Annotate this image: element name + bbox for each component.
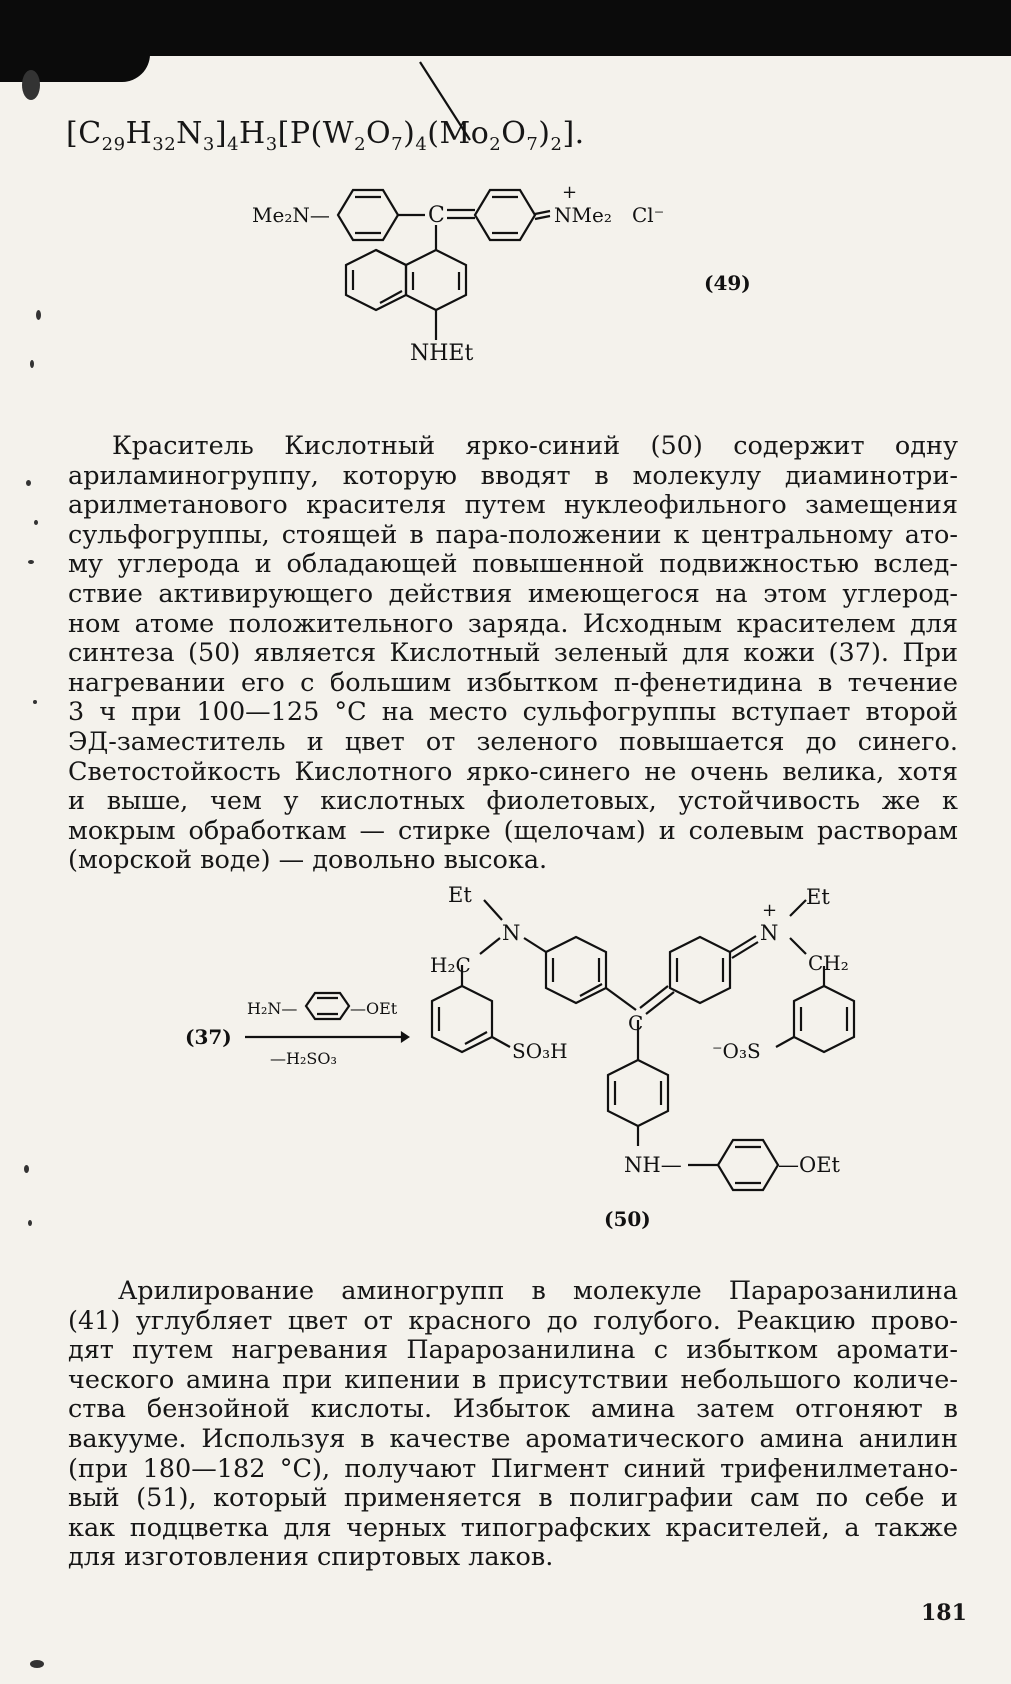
text-line: ариламиногруппу, которую вводят в молекулу диаминотри- xyxy=(68,460,958,491)
label-et-left: Et xyxy=(448,883,472,907)
group-me2n: Me₂N— xyxy=(252,203,330,227)
counter-ion: Cl⁻ xyxy=(632,203,665,227)
label-et-right: Et xyxy=(806,885,830,909)
molecular-formula: $[C_{29}H_{32}N_3]_4H_3[P(W_2O_7)_4(Mo_2O_7)_2]$. xyxy=(66,116,585,155)
label-o3s-minus: ⁻O₃S xyxy=(712,1039,761,1063)
central-carbon: C xyxy=(428,203,445,228)
byproduct-h2so3: —H₂SO₃ xyxy=(270,1049,337,1068)
text-line: нагревании его с большим избытком п-фенетидина в течение xyxy=(68,667,958,698)
text-line: для изготовления спиртовых лаков. xyxy=(68,1542,554,1573)
scan-speck xyxy=(28,560,34,564)
compound-label-50: (50) xyxy=(604,1207,651,1231)
text-line: ном атоме положительного заряда. Исходным красителем для xyxy=(68,608,958,639)
text-line: ческого амина при кипении в присутствии небольшого количе- xyxy=(68,1364,958,1395)
label-ch2-right: CH₂ xyxy=(808,951,849,975)
reagent-h2n: H₂N— xyxy=(247,999,298,1018)
label-n-left: N xyxy=(502,921,521,945)
text-line: (41) углубляет цвет от красного до голубого. Реакцию прово- xyxy=(68,1305,958,1336)
scan-speck xyxy=(33,700,37,704)
label-h2c: H₂C xyxy=(430,953,471,977)
label-so3h: SO₃H xyxy=(512,1039,568,1063)
scan-speck xyxy=(36,310,41,320)
text-line: ЭД-заместитель и цвет от зеленого повышается до синего. xyxy=(68,726,958,757)
scan-speck xyxy=(34,520,38,525)
group-nme2: NMe₂ xyxy=(554,203,612,227)
paragraph-2 xyxy=(68,1277,958,1573)
reactant-label-37: (37) xyxy=(185,1025,232,1049)
scan-speck xyxy=(24,1165,29,1173)
text-line: как подцветка для черных типографских красителей, а также xyxy=(68,1512,958,1543)
text-line: му углерода и обладающей повышенной подвижностью вслед- xyxy=(68,549,958,580)
group-nhet: NHEt xyxy=(410,341,474,366)
text-line: 3 ч при 100—125 °С на место сульфогруппы вступает второй xyxy=(68,697,958,728)
text-line: арилметанового красителя путем нуклеофильного замещения xyxy=(68,490,958,521)
text-line: дят путем нагревания Парарозанилина с избытком аромати- xyxy=(68,1335,958,1366)
page-number: 181 xyxy=(921,1600,967,1626)
text-line: синтеза (50) является Кислотный зеленый для кожи (37). При xyxy=(68,638,958,669)
text-line: вакууме. Используя в качестве ароматического амина анилин xyxy=(68,1423,958,1454)
scan-speck xyxy=(30,360,34,368)
text-line: Арилирование аминогрупп в молекуле Парарозанилина xyxy=(118,1276,958,1306)
structure-50 xyxy=(0,880,1011,1240)
text-line: мокрым обработкам — стирке (щелочам) и солевым растворам xyxy=(68,815,958,846)
compound-label-49: (49) xyxy=(704,271,751,295)
text-line: (при 180—182 °С), получают Пигмент синий трифенилметано- xyxy=(68,1453,958,1484)
text-line: (морской воде) — довольно высока. xyxy=(68,845,548,876)
text-line: сульфогруппы, стоящей в пара-положении к центральному ато- xyxy=(68,519,958,550)
scan-speck xyxy=(28,1220,32,1226)
positive-charge: + xyxy=(562,182,578,203)
label-nh: NH— xyxy=(624,1153,682,1177)
text-line: ствие активирующего действия имеющегося на этом углерод- xyxy=(68,578,958,609)
label-n-right: N xyxy=(760,921,779,945)
text-line: и выше, чем у кислотных фиолетовых, устойчивость же к xyxy=(68,786,958,817)
text-line: Светостойкость Кислотного ярко-синего не очень велика, хотя xyxy=(68,756,958,787)
label-oet: —OEt xyxy=(778,1153,840,1177)
structure-49 xyxy=(0,60,1011,390)
reagent-oet: —OEt xyxy=(350,999,398,1018)
text-line: Краситель Кислотный ярко-синий (50) содержит одну xyxy=(112,431,958,461)
positive-charge-50: + xyxy=(762,900,778,921)
scan-speck xyxy=(22,70,40,100)
scan-speck xyxy=(26,480,31,486)
scan-dark-border xyxy=(0,0,1011,56)
scan-speck xyxy=(30,1660,44,1668)
central-carbon-50: C xyxy=(628,1011,644,1035)
text-line: вый (51), который применяется в полиграфии сам по себе и xyxy=(68,1483,958,1514)
text-line: ства бензойной кислоты. Избыток амина затем отгоняют в xyxy=(68,1394,958,1425)
paragraph-1 xyxy=(68,432,958,876)
